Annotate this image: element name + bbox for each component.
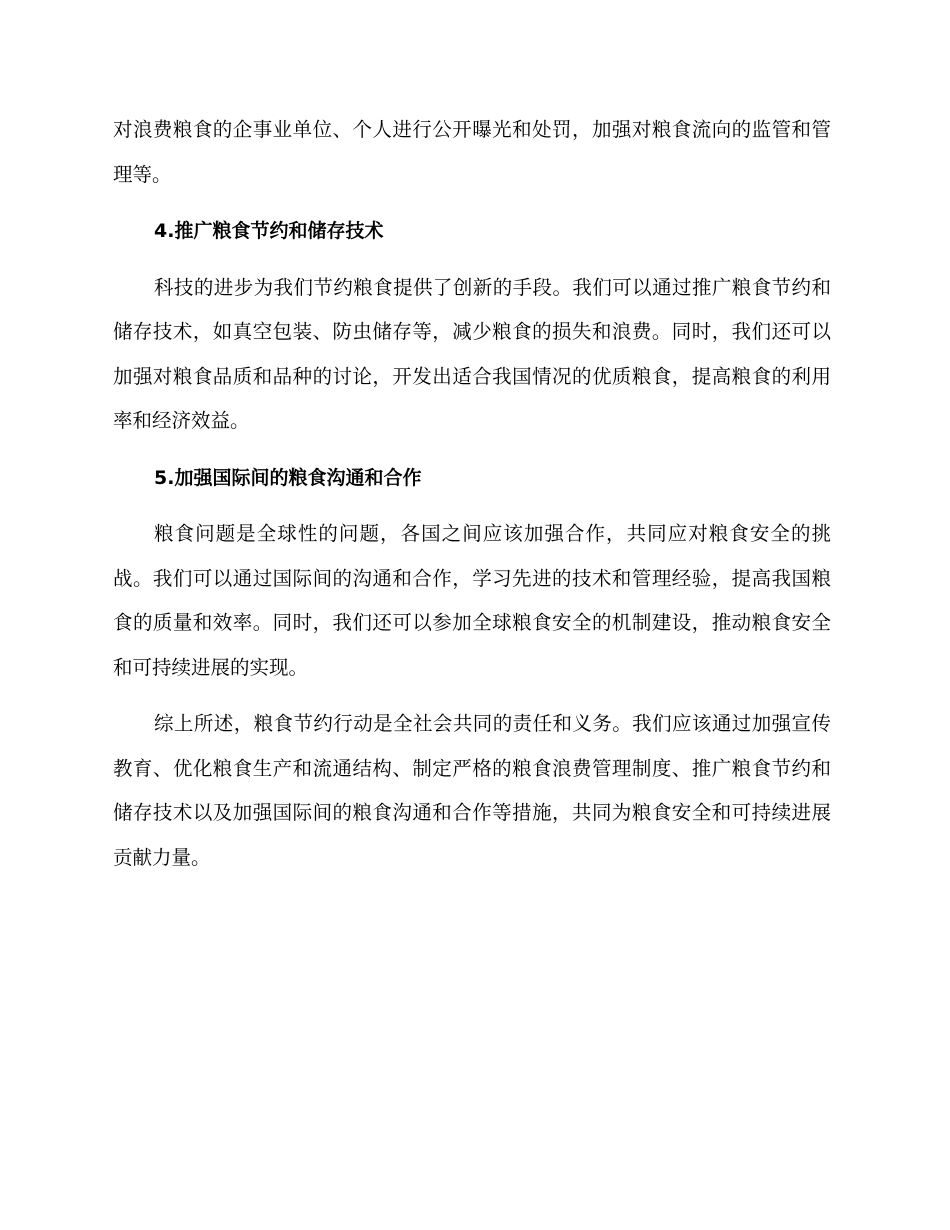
section-5-paragraph: 粮食问题是全球性的问题，各国之间应该加强合作，共同应对粮食安全的挑战。我们可以通过国际间的沟通和合作，学习先进的技术和管理经验，提高我国粮食的质量和效率。同时，我们还可以参加全球粮食安全的机制建设，推动粮食安全和可持续进展的实现。 [113, 522, 831, 679]
spacer [113, 254, 831, 266]
spacer [113, 690, 831, 702]
section-5-heading: 5.加强国际间的粮食沟通和合作 [154, 466, 422, 489]
spacer [113, 197, 831, 209]
spacer [113, 444, 831, 456]
intro-paragraph: 对浪费粮食的企事业单位、个人进行公开曝光和处罚，加强对粮食流向的监管和管理等。 [113, 118, 831, 186]
document-page [113, 108, 831, 880]
spacer [113, 500, 831, 512]
conclusion-paragraph: 综上所述，粮食节约行动是全社会共同的责任和义务。我们应该通过加强宣传教育、优化粮食生产和流通结构、制定严格的粮食浪费管理制度、推广粮食节约和储存技术以及加强国际间的粮食沟通和合作等措施，共同为粮食安全和可持续进展贡献力量。 [113, 712, 831, 869]
section-4-paragraph: 科技的进步为我们节约粮食提供了创新的手段。我们可以通过推广粮食节约和储存技术，如真空包装、防虫储存等，减少粮食的损失和浪费。同时，我们还可以加强对粮食品质和品种的讨论，开发出适合我国情况的优质粮食，提高粮食的利用率和经济效益。 [113, 275, 831, 432]
section-4-heading: 4.推广粮食节约和储存技术 [154, 220, 384, 242]
